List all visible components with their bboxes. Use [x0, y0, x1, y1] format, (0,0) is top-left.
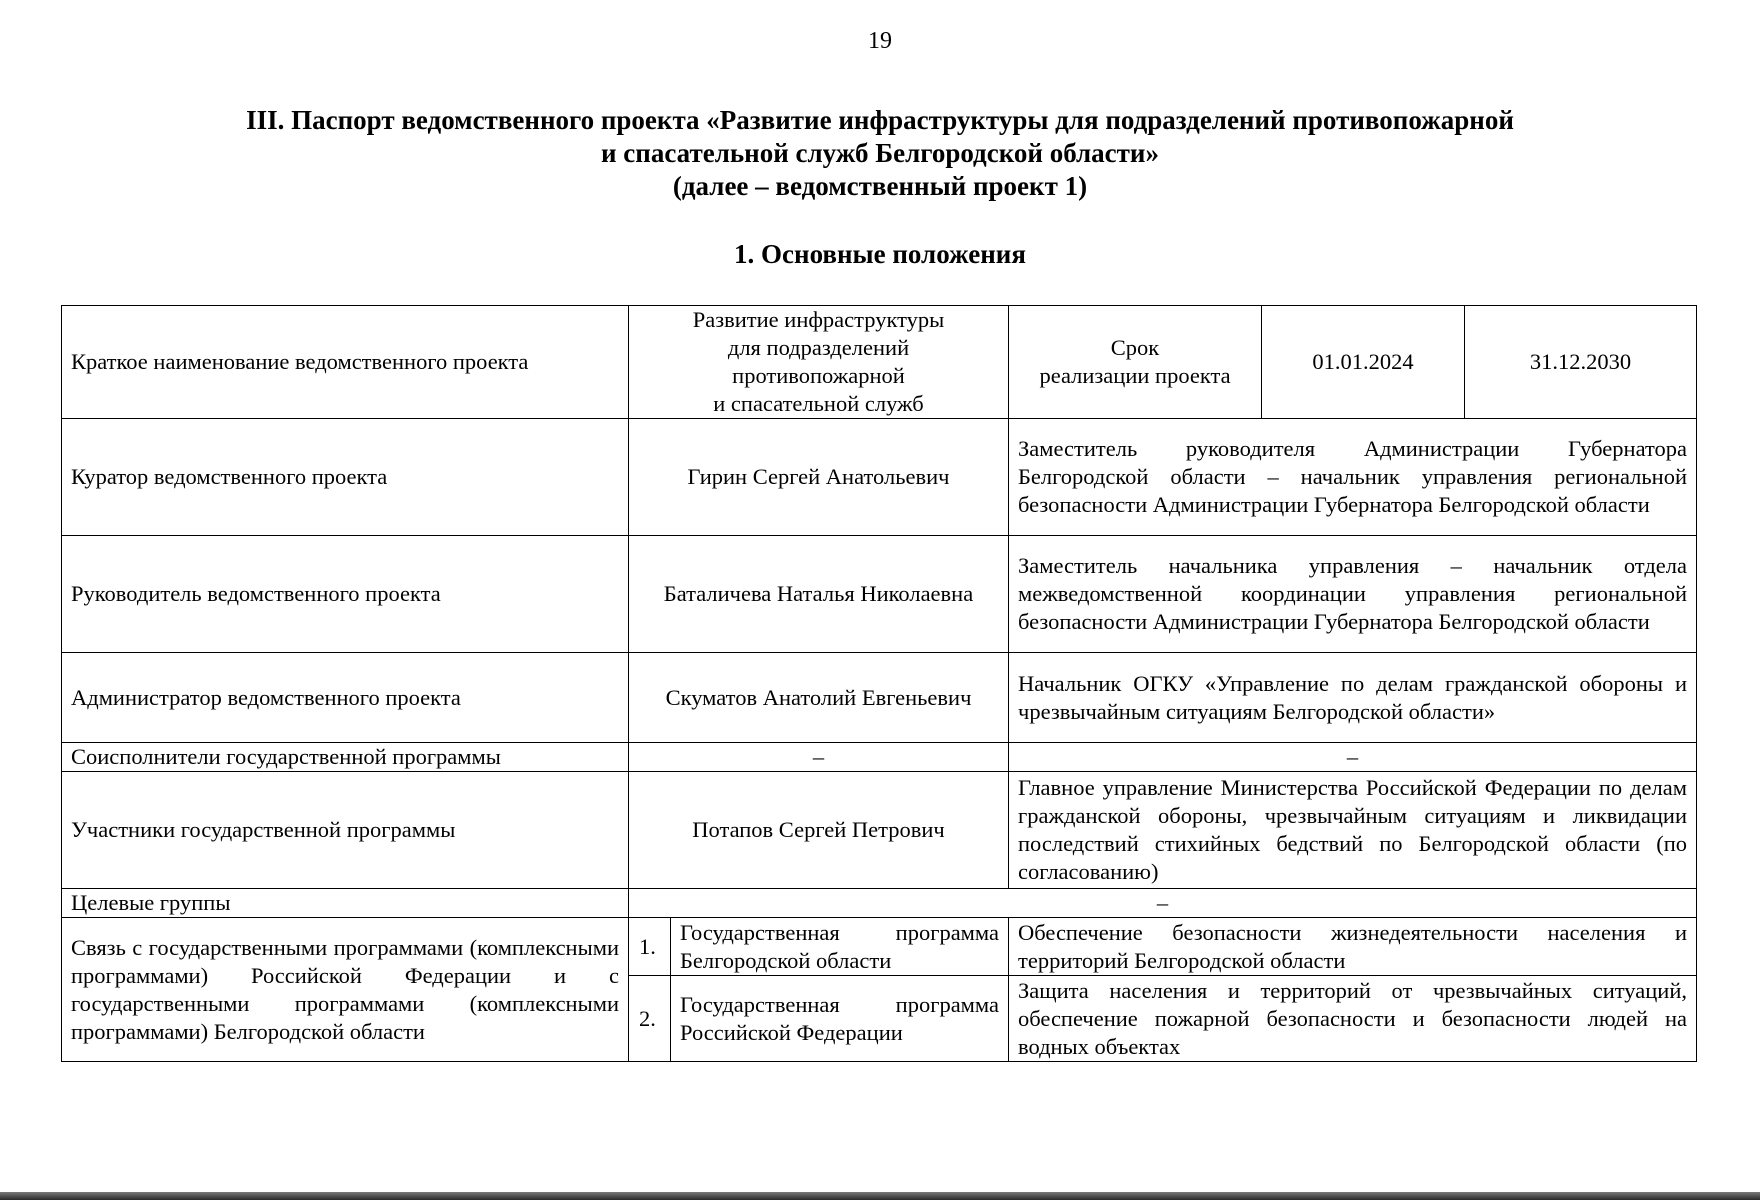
link-program-name: Защита населения и территорий от чрезвычайных ситуаций, обеспечение пожарной безопасности и безопасности людей на водных объектах: [1009, 976, 1697, 1062]
term-start-date: 01.01.2024: [1262, 306, 1465, 419]
table-row-link-1: [62, 918, 1697, 976]
short-name-line: и спасательной служб: [713, 391, 924, 416]
head-label: Руководитель ведомственного проекта: [62, 536, 629, 653]
title-line-2: и спасательной служб Белгородской области»: [601, 138, 1159, 168]
short-name-value: [629, 306, 1009, 419]
admin-name: Скуматов Анатолий Евгеньевич: [629, 653, 1009, 743]
short-name-line: для подразделений: [727, 335, 910, 360]
admin-label: Администратор ведомственного проекта: [62, 653, 629, 743]
document-title: [0, 104, 1760, 203]
curator-label: Куратор ведомственного проекта: [62, 419, 629, 536]
scan-edge-bar: [0, 1192, 1760, 1200]
links-label: Связь с государственными программами (комплексными программами) Российской Федерации и с государственными программами (комплексными программами) Белгородской области: [62, 918, 629, 1062]
participants-name: Потапов Сергей Петрович: [629, 772, 1009, 889]
curator-name: Гирин Сергей Анатольевич: [629, 419, 1009, 536]
short-name-label: Краткое наименование ведомственного проекта: [62, 306, 629, 419]
passport-table: [61, 305, 1697, 1062]
title-line-3: (далее – ведомственный проект 1): [672, 171, 1088, 201]
coexecutors-name: –: [629, 743, 1009, 772]
page-number: 19: [868, 28, 892, 54]
term-label-line: Срок: [1110, 335, 1160, 360]
curator-position: Заместитель руководителя Администрации Губернатора Белгородской области – начальник управления региональной безопасности Администрации Губернатора Белгородской области: [1009, 419, 1697, 536]
participants-position: Главное управление Министерства Российской Федерации по делам гражданской обороны, чрезвычайным ситуациям и ликвидации последствий стихийных бедствий по Белгородской области (по согласованию): [1009, 772, 1697, 889]
short-name-line: противопожарной: [732, 363, 905, 388]
participants-label: Участники государственной программы: [62, 772, 629, 889]
term-label-line: реализации проекта: [1039, 363, 1231, 388]
target-groups-label: Целевые группы: [62, 889, 629, 918]
admin-position: Начальник ОГКУ «Управление по делам гражданской обороны и чрезвычайным ситуациям Белгородской области»: [1009, 653, 1697, 743]
link-program-type: Государственная программа Белгородской области: [671, 918, 1009, 976]
target-groups-value: –: [629, 889, 1697, 918]
head-position: Заместитель начальника управления – начальник отдела межведомственной координации управления региональной безопасности Администрации Губернатора Белгородской области: [1009, 536, 1697, 653]
table-row-target-groups: [62, 889, 1697, 918]
table-row-curator: [62, 419, 1697, 536]
term-end-date: 31.12.2030: [1465, 306, 1697, 419]
coexecutors-label: Соисполнители государственной программы: [62, 743, 629, 772]
title-line-1: III. Паспорт ведомственного проекта «Развитие инфраструктуры для подразделений противопожарной: [246, 105, 1514, 135]
section-title: 1. Основные положения: [734, 239, 1026, 269]
table-row-admin: [62, 653, 1697, 743]
table-row-short-name: [62, 306, 1697, 419]
link-number: 1.: [629, 918, 671, 976]
term-label: [1009, 306, 1262, 419]
link-program-type: Государственная программа Российской Федерации: [671, 976, 1009, 1062]
coexecutors-position: –: [1009, 743, 1697, 772]
table-row-coexecutors: [62, 743, 1697, 772]
link-number: 2.: [629, 976, 671, 1062]
link-program-name: Обеспечение безопасности жизнедеятельности населения и территорий Белгородской области: [1009, 918, 1697, 976]
short-name-line: Развитие инфраструктуры: [692, 307, 945, 332]
table-row-participants: [62, 772, 1697, 889]
table-row-head: [62, 536, 1697, 653]
head-name: Баталичева Наталья Николаевна: [629, 536, 1009, 653]
